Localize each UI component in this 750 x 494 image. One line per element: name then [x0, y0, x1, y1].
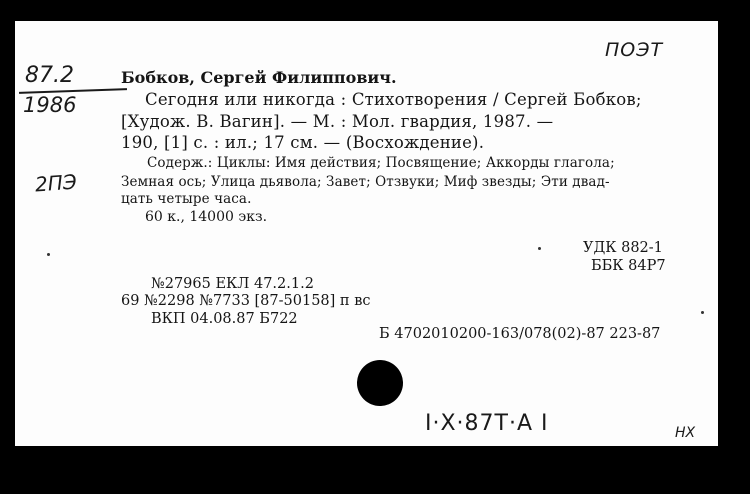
initials-handwritten-mark: НХ [675, 425, 696, 441]
order-numbers: 69 №2298 №7733 [87-50158] п вс [121, 293, 371, 309]
bbk-classification: ББК 84Р7 [591, 258, 666, 274]
title-line: Сегодня или никогда : Стихотворения / Сергей Бобков; [145, 90, 642, 109]
contents-note-line-2: Земная ось; Улица дьявола; Завет; Отзвуки; Миф звезды; Эти двад- [121, 174, 610, 190]
vkp-stamp: ВКП 04.08.87 Б722 [151, 311, 298, 327]
isbn-line: Б 4702010200-163/078(02)-87 223-87 [379, 326, 661, 342]
side-handwritten-mark: 2ПЭ [34, 169, 78, 197]
speck [538, 247, 541, 250]
inventory-handwritten-mark: I·X·87Т·А I [425, 411, 549, 436]
publication-line: [Худож. В. Вагин]. — М. : Мол. гвардия, 1987. — [121, 112, 554, 131]
speck [701, 311, 704, 314]
card-punch-hole [357, 360, 403, 406]
udk-classification: УДК 882-1 [583, 240, 663, 256]
catalog-card [15, 21, 718, 446]
price-and-print-run: 60 к., 14000 экз. [145, 209, 268, 225]
corner-handwritten-mark: ПОЭТ [605, 39, 664, 61]
shelf-mark-handwritten: 87.2 [25, 63, 74, 88]
author-heading: Бобков, Сергей Филиппович. [121, 68, 397, 87]
speck [47, 253, 50, 256]
ekl-number: №27965 ЕКЛ 47.2.1.2 [151, 276, 314, 292]
physical-description-line: 190, [1] с. : ил.; 17 см. — (Восхождение). [121, 133, 485, 152]
contents-note-line-3: цать четыре часа. [121, 191, 252, 207]
contents-note-line-1: Содерж.: Циклы: Имя действия; Посвящение; Аккорды глагола; [147, 155, 615, 171]
year-mark-handwritten: 1986 [23, 93, 77, 117]
